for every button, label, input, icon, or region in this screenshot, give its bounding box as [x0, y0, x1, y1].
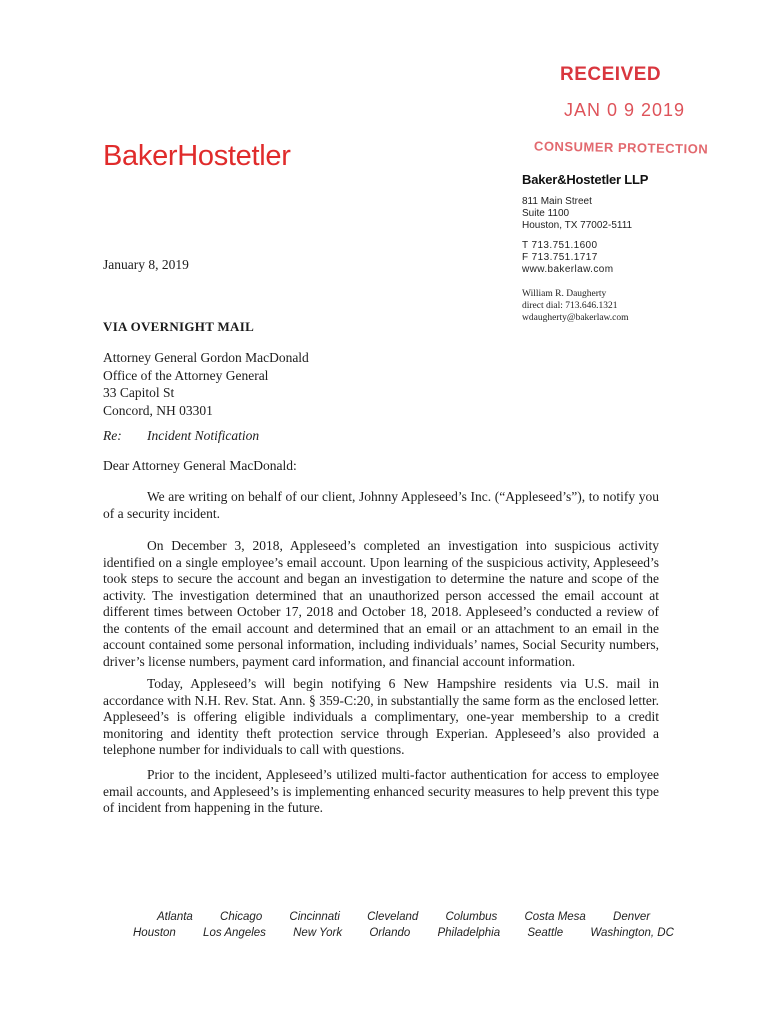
body-paragraph [103, 538, 659, 670]
firm-name: Baker&Hostetler LLP [522, 172, 649, 187]
attorney-block [522, 288, 629, 324]
attorney-name: William R. Daugherty [522, 289, 607, 299]
website-line: www.bakerlaw.com [522, 264, 614, 275]
recipient-line: Concord, NH 03301 [103, 402, 213, 418]
body-paragraph [103, 676, 659, 759]
firm-address-block [522, 172, 648, 232]
office-location: Atlanta [157, 911, 193, 923]
recipient-line: Office of the Attorney General [103, 367, 269, 383]
office-location: Washington, DC [590, 927, 674, 939]
paragraph-text: We are writing on behalf of our client, Johnny Appleseed’s Inc. (“Appleseed’s”), to notify you of a security incident. [103, 489, 659, 521]
body-paragraph [103, 489, 659, 522]
received-stamp-department: CONSUMER PROTECTION [533, 138, 709, 157]
office-location: Costa Mesa [524, 911, 586, 923]
subject-line [103, 428, 259, 444]
phone-line: T 713.751.1600 [522, 240, 598, 251]
office-location: Orlando [369, 927, 411, 939]
subject-text: Incident Notification [147, 428, 260, 443]
letter-date: January 8, 2019 [103, 257, 189, 272]
office-location: Houston [133, 927, 176, 939]
office-location: Denver [613, 911, 651, 923]
address-line: Suite 1100 [522, 208, 570, 219]
firm-contact-block [522, 240, 613, 276]
office-location: Cincinnati [289, 911, 340, 923]
office-location: Chicago [220, 911, 263, 923]
office-locations-row [133, 927, 698, 939]
address-line: 811 Main Street [522, 196, 592, 207]
office-location: New York [293, 927, 343, 939]
paragraph-text: Today, Appleseed’s will begin notifying 6 New Hampshire residents via U.S. mail in accordance with N.H. Rev. Stat. Ann. § 359-C:20, in substantially the same form as the enclosed letter. Appleseed’s is offering eligible individuals a complimentary, one-year membership to a credit monitoring and identity theft protection service through Experian. Appleseed’s also provided a telephone number for individuals to call with questions. [103, 676, 659, 757]
office-location: Los Angeles [203, 927, 266, 939]
recipient-line: Attorney General Gordon MacDonald [103, 350, 309, 365]
office-location: Seattle [527, 927, 564, 939]
office-location: Philadelphia [437, 927, 501, 939]
received-stamp-date: JAN 0 9 2019 [564, 100, 686, 120]
address-line: Houston, TX 77002-5111 [522, 220, 633, 231]
delivery-method: VIA OVERNIGHT MAIL [103, 319, 255, 334]
fax-line: F 713.751.1717 [522, 252, 598, 263]
subject-label: Re: [103, 428, 122, 443]
body-paragraph [103, 767, 659, 817]
office-locations-row [157, 911, 674, 923]
firm-logo: BakerHostetler [103, 140, 291, 172]
recipient-address [103, 349, 309, 419]
recipient-line: 33 Capitol St [103, 385, 175, 400]
attorney-direct-dial: direct dial: 713.646.1321 [522, 301, 618, 311]
paragraph-text: Prior to the incident, Appleseed’s utilized multi-factor authentication for access to employee email accounts, and Appleseed’s is implementing enhanced security measures to help prevent this type of incident from happening in the future. [103, 767, 659, 815]
office-location: Columbus [445, 911, 498, 923]
received-stamp: RECEIVED [560, 64, 662, 85]
salutation: Dear Attorney General MacDonald: [103, 458, 297, 473]
office-location: Cleveland [367, 911, 419, 923]
paragraph-text: On December 3, 2018, Appleseed’s completed an investigation into suspicious activity identified on a single employee’s email account. Upon learning of the suspicious activity, Appleseed’s took steps to secure the account and began an investigation to determine the nature and scope of the activity. The investigation determined that an unauthorized person accessed the email account at different times between October 17, 2018 and October 18, 2018. Appleseed’s conducted a review of the contents of the email account and determined that an email or an attachment to an email in the account contained some personal information, including individuals’ names, Social Security numbers, driver’s license numbers, payment card information, and financial account information. [103, 538, 659, 669]
attorney-email: wdaugherty@bakerlaw.com [522, 313, 629, 323]
